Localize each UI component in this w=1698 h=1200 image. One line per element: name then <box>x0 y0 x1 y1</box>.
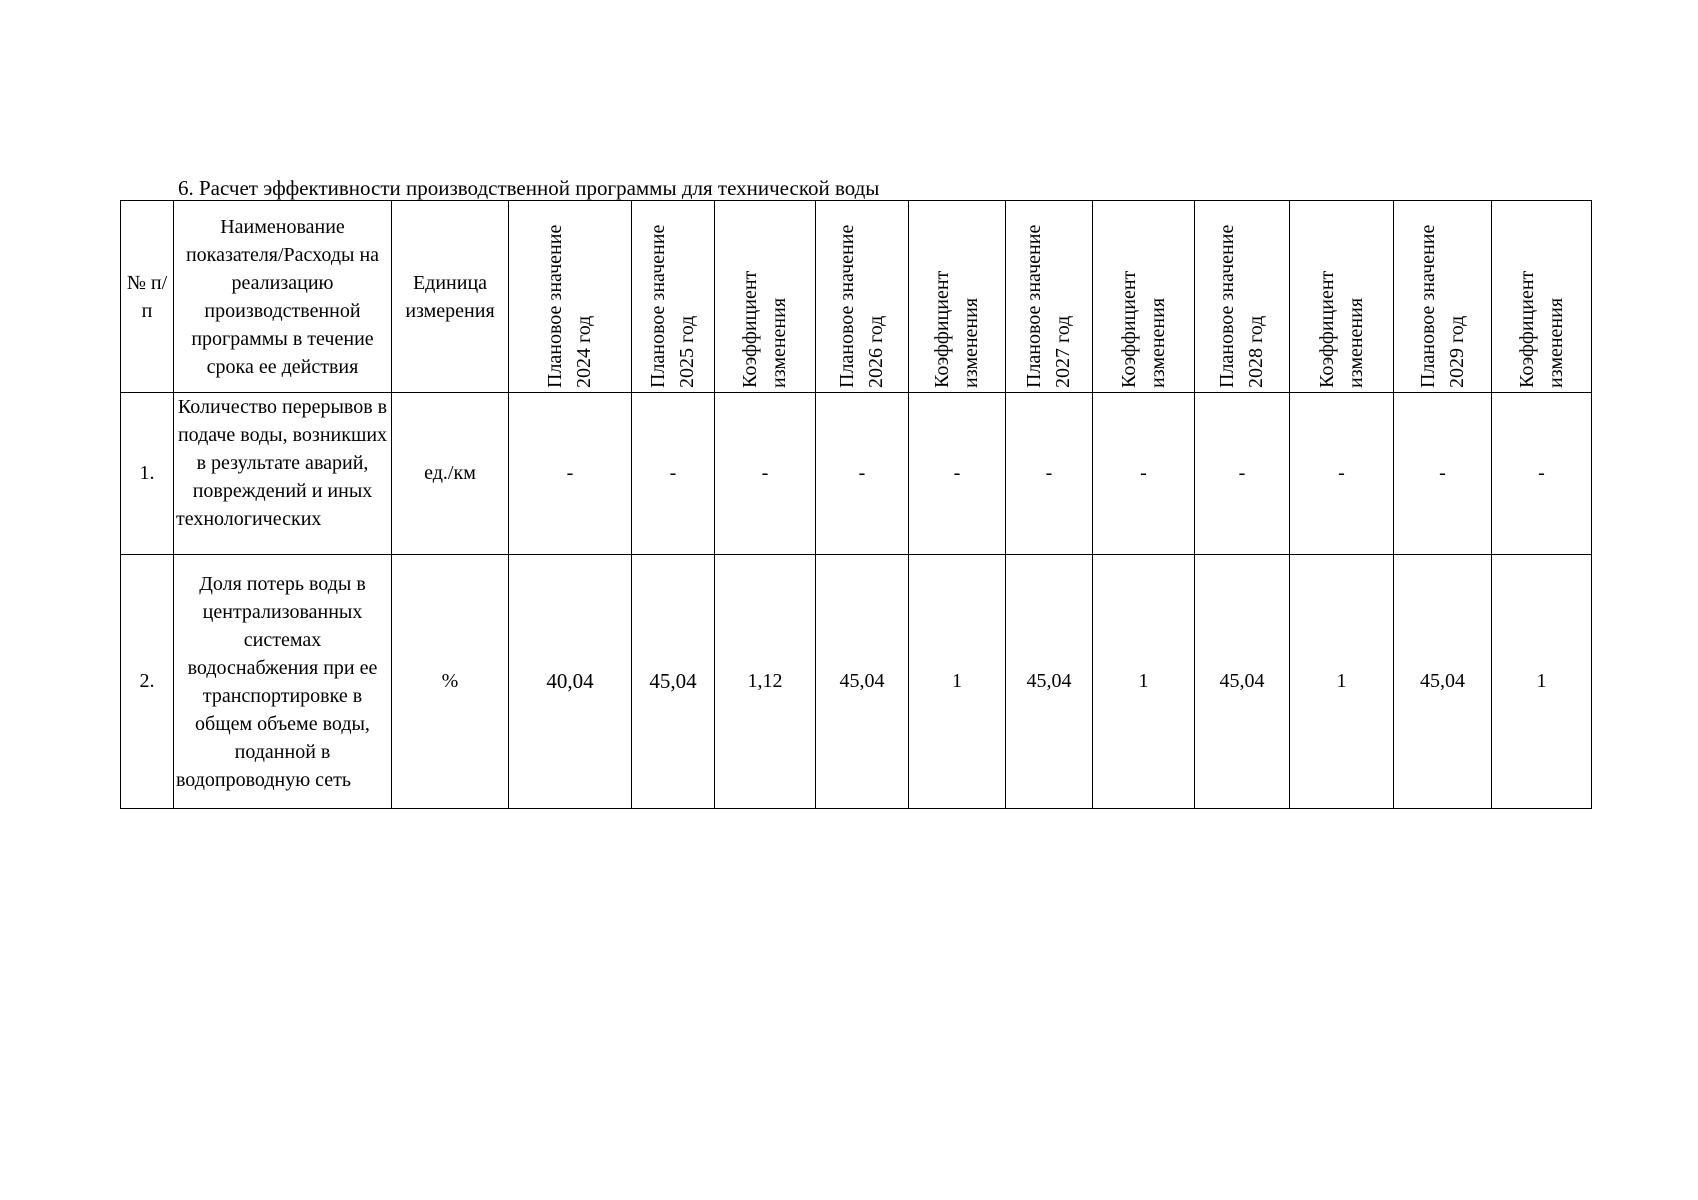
header-period: Коэффициент изменения <box>1093 201 1195 393</box>
row-name: Количество перерывов в подаче воды, возникших в результате аварий, повреждений и иных технологических <box>174 393 392 555</box>
row-value: - <box>1195 393 1290 555</box>
row-value: - <box>1492 393 1592 555</box>
row-num: 1. <box>121 393 174 555</box>
row-name: Доля потерь воды в централизованных системах водоснабжения при ее транспортировке в общем объеме воды, поданной в водопроводную сеть <box>174 555 392 809</box>
header-period: Коэффициент изменения <box>1492 201 1592 393</box>
header-period: Плановое значение 2027 год <box>1006 201 1093 393</box>
row-unit: % <box>392 555 509 809</box>
header-period: Коэффициент изменения <box>909 201 1006 393</box>
header-period: Плановое значение 2026 год <box>816 201 909 393</box>
row-value: 1 <box>1093 555 1195 809</box>
header-period: Плановое значение 2029 год <box>1394 201 1492 393</box>
header-period: Коэффициент изменения <box>715 201 816 393</box>
table-header-row <box>121 201 1592 393</box>
row-value: - <box>909 393 1006 555</box>
row-value: 1 <box>1290 555 1394 809</box>
row-value: - <box>1290 393 1394 555</box>
row-value: - <box>1394 393 1492 555</box>
row-value: 1 <box>909 555 1006 809</box>
row-value: 45,04 <box>816 555 909 809</box>
row-value: - <box>509 393 632 555</box>
row-value: 40,04 <box>509 555 632 809</box>
row-num: 2. <box>121 555 174 809</box>
header-num: № п/п <box>121 201 174 393</box>
header-name: Наименование показателя/Расходы на реализацию производственной программы в течение срока ее действия <box>174 201 392 393</box>
row-value: 45,04 <box>1006 555 1093 809</box>
row-value: - <box>715 393 816 555</box>
row-unit: ед./км <box>392 393 509 555</box>
row-value: 45,04 <box>632 555 715 809</box>
row-value: 45,04 <box>1195 555 1290 809</box>
header-unit: Единица измерения <box>392 201 509 393</box>
table-row <box>121 393 1592 555</box>
row-value: - <box>632 393 715 555</box>
header-period: Плановое значение 2024 год <box>509 201 632 393</box>
row-value: 1,12 <box>715 555 816 809</box>
row-value: - <box>1006 393 1093 555</box>
efficiency-table <box>120 200 1592 809</box>
row-value: 1 <box>1492 555 1592 809</box>
row-value: - <box>816 393 909 555</box>
document-title: 6. Расчет эффективности производственной программы для технической воды <box>178 176 880 200</box>
header-period: Плановое значение 2025 год <box>632 201 715 393</box>
row-value: - <box>1093 393 1195 555</box>
table-row <box>121 555 1592 809</box>
header-period: Плановое значение 2028 год <box>1195 201 1290 393</box>
row-value: 45,04 <box>1394 555 1492 809</box>
header-period: Коэффициент изменения <box>1290 201 1394 393</box>
